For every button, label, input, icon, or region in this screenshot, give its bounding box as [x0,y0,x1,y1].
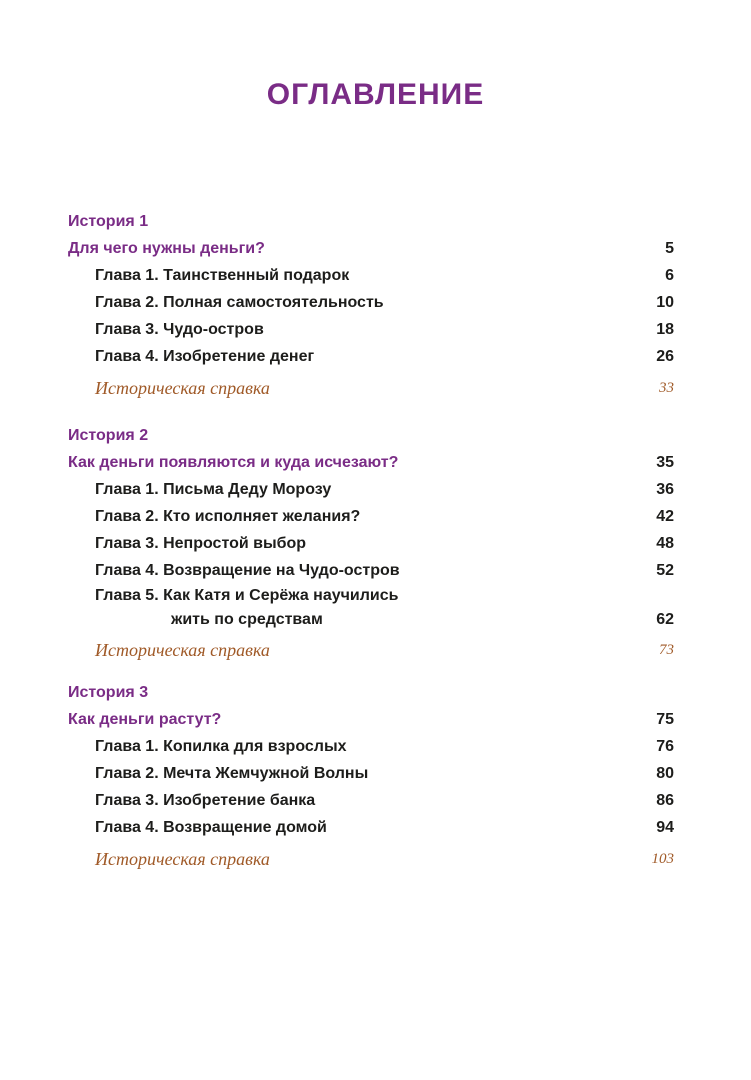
toc-note-entry[interactable] [68,370,674,406]
page-number: 10 [656,294,674,311]
toc-section-3 [68,679,674,877]
page-title: ОГЛАВЛЕНИЕ [266,78,485,111]
chapter-title-line-2: жить по средствам [171,611,323,628]
chapter-title: Глава 4. Возвращение домой [95,819,327,836]
chapter-title: Глава 1. Копилка для взрослых [95,738,347,755]
story-label: История 2 [68,427,149,444]
page-number: 75 [656,711,674,728]
toc-chapter-entry[interactable] [68,814,674,841]
chapter-title: Глава 3. Изобретение банка [95,792,316,809]
page-number: 18 [656,321,674,338]
chapter-title: Глава 3. Чудо-остров [95,321,264,338]
toc-note-entry[interactable] [68,841,674,877]
toc-chapter-entry[interactable] [68,760,674,787]
chapter-title [95,584,399,632]
toc-chapter-entry[interactable] [68,530,674,557]
chapter-title: Глава 1. Письма Деду Морозу [95,481,332,498]
page-number: 33 [659,380,674,396]
chapter-title: Глава 3. Непростой выбор [95,535,307,552]
note-title: Историческая справка [95,849,270,869]
part-title: Как деньги появляются и куда исчезают? [68,454,399,471]
page-number: 26 [656,348,674,365]
chapter-title-line-1: Глава 5. Как Катя и Серёжа научились [95,587,399,604]
part-title: Как деньги растут? [68,711,222,728]
toc-chapter-entry[interactable] [68,262,674,289]
page-number: 6 [665,267,674,284]
page-number: 48 [656,535,674,552]
story-label: История 1 [68,213,149,230]
part-title: Для чего нужны деньги? [68,240,265,257]
page-number: 62 [656,611,674,628]
page-number: 103 [651,851,674,867]
toc-chapter-entry[interactable] [68,343,674,370]
chapter-title: Глава 1. Таинственный подарок [95,267,350,284]
page-number: 94 [656,819,674,836]
note-title: Историческая справка [95,640,270,660]
page-number: 80 [656,765,674,782]
page-number: 73 [659,642,674,658]
toc-part-entry[interactable] [68,706,674,733]
page-number: 35 [656,454,674,471]
chapter-title: Глава 2. Мечта Жемчужной Волны [95,765,369,782]
toc-note-entry[interactable] [68,632,674,668]
page-number: 42 [656,508,674,525]
toc-chapter-entry[interactable] [68,476,674,503]
chapter-title: Глава 2. Полная самостоятельность [95,294,384,311]
toc-chapter-entry[interactable] [68,787,674,814]
toc-chapter-entry[interactable] [68,316,674,343]
page-number: 36 [656,481,674,498]
chapter-title: Глава 4. Возвращение на Чудо-остров [95,562,400,579]
toc-chapter-entry[interactable] [68,289,674,316]
page-number: 86 [656,792,674,809]
toc-part-entry[interactable] [68,449,674,476]
page-number: 5 [665,240,674,257]
toc-chapter-entry[interactable] [68,584,674,632]
note-title: Историческая справка [95,378,270,398]
page-number: 76 [656,738,674,755]
page-number: 52 [656,562,674,579]
toc-section-2 [68,422,674,668]
toc-chapter-entry[interactable] [68,503,674,530]
chapter-title: Глава 4. Изобретение денег [95,348,315,365]
toc-chapter-entry[interactable] [68,557,674,584]
toc-part-entry[interactable] [68,235,674,262]
chapter-title: Глава 2. Кто исполняет желания? [95,508,361,525]
toc-section-1 [68,208,674,406]
story-label: История 3 [68,684,149,701]
toc-chapter-entry[interactable] [68,733,674,760]
